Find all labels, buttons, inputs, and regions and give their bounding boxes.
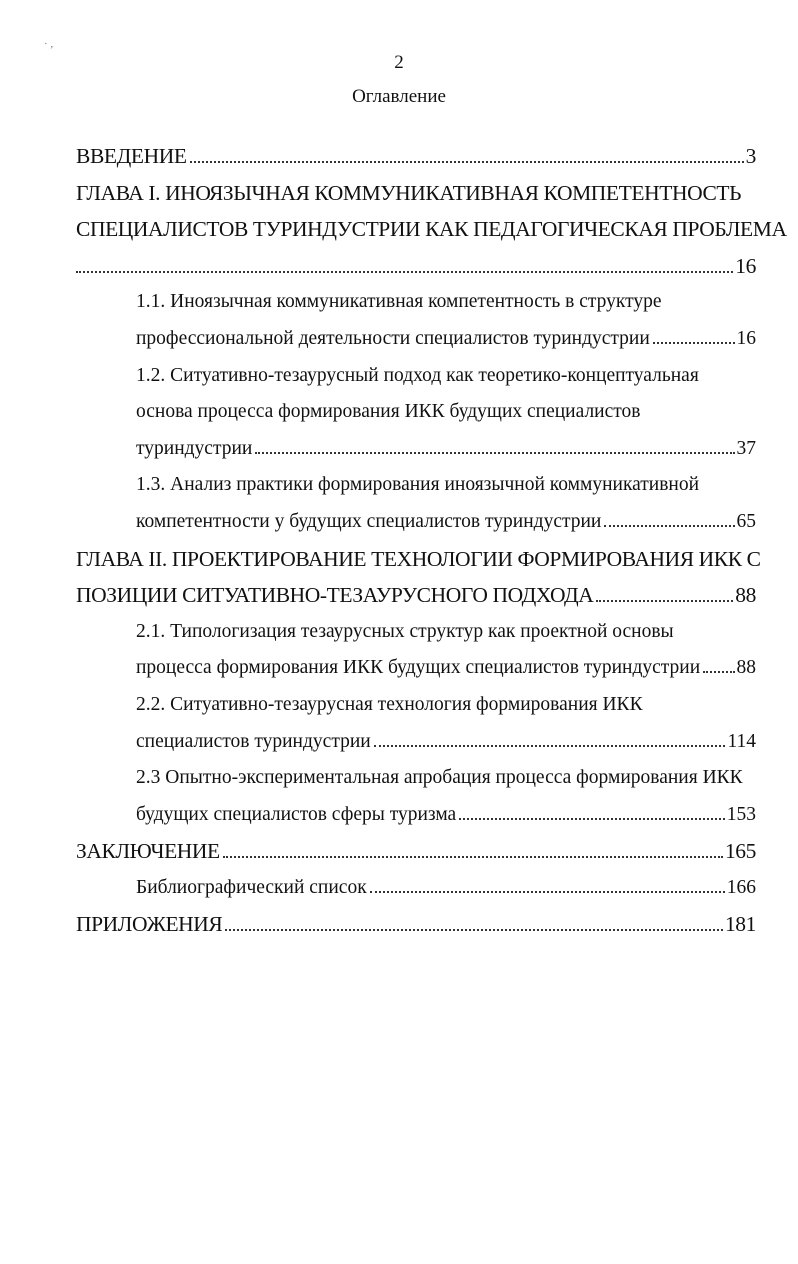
- table-of-contents: [76, 138, 787, 943]
- toc-entry-line: [76, 870, 756, 907]
- toc-entry-text: 1.2. Ситуативно-тезаурусный подход как теоретико-концептуальная: [136, 364, 699, 386]
- toc-entry-text: ГЛАВА II. ПРОЕКТИРОВАНИЕ ТЕХНОЛОГИИ ФОРМИРОВАНИЯ ИКК С: [76, 546, 761, 571]
- dot-leader: [653, 342, 735, 344]
- toc-page-number: 165: [724, 839, 756, 864]
- toc-page-number: 88: [736, 657, 756, 679]
- toc-page-number: 65: [736, 510, 756, 532]
- toc-section-entry[interactable]: [76, 760, 756, 833]
- toc-entry-line: [76, 431, 756, 468]
- dot-leader: [703, 671, 734, 673]
- toc-page-number: 181: [724, 912, 756, 937]
- toc-entry-line: [76, 358, 756, 395]
- dot-leader: [225, 929, 723, 931]
- toc-entry-text: туриндустрии: [136, 437, 253, 459]
- dot-leader: [374, 745, 726, 747]
- toc-entry-line: [76, 760, 756, 797]
- toc-entry-line: [76, 211, 787, 248]
- toc-chapter-entry[interactable]: [76, 541, 761, 614]
- toc-chapter-entry[interactable]: [76, 175, 787, 285]
- toc-page-number: 114: [727, 730, 756, 752]
- toc-entry-text: СПЕЦИАЛИСТОВ ТУРИНДУСТРИИ КАК ПЕДАГОГИЧЕСКАЯ ПРОБЛЕМА: [76, 217, 787, 242]
- toc-section-entry[interactable]: [76, 870, 756, 907]
- toc-entry-text: основа процесса формирования ИКК будущих специалистов: [136, 401, 641, 423]
- toc-entry-line: [76, 724, 756, 761]
- toc-page-number: 88: [735, 583, 756, 608]
- toc-entry-text: 2.2. Ситуативно-тезаурусная технология формирования ИКК: [136, 693, 643, 715]
- page-number: 2: [394, 52, 404, 73]
- toc-entry-text: ПОЗИЦИИ СИТУАТИВНО-ТЕЗАУРУСНОГО ПОДХОДА: [76, 583, 594, 608]
- toc-page-number: 3: [745, 144, 756, 168]
- dot-leader: [370, 891, 725, 893]
- toc-page-number: 16: [735, 253, 756, 278]
- toc-entry-line: [76, 467, 756, 504]
- dot-leader: [604, 525, 734, 527]
- toc-section-entry[interactable]: [76, 284, 756, 357]
- dot-leader: [255, 452, 734, 454]
- toc-entry-text: процесса формирования ИКК будущих специалистов туриндустрии: [136, 657, 701, 679]
- toc-entry-text: ЗАКЛЮЧЕНИЕ: [76, 839, 220, 864]
- toc-entry-line: [76, 321, 756, 358]
- toc-entry-line: [76, 394, 756, 431]
- toc-entry-text: ВВЕДЕНИЕ: [76, 144, 187, 168]
- toc-chapter-entry[interactable]: [76, 138, 756, 175]
- dot-leader: [459, 818, 725, 820]
- scan-speck: · ,: [44, 38, 54, 50]
- toc-entry-line: [76, 906, 756, 943]
- toc-entry-text: ПРИЛОЖЕНИЯ: [76, 912, 223, 937]
- toc-entry-line: [76, 833, 756, 870]
- toc-entry-line: [76, 138, 756, 175]
- toc-entry-text: профессиональной деятельности специалистов туриндустрии: [136, 327, 650, 349]
- toc-page-number: 153: [726, 803, 756, 825]
- toc-entry-line: [76, 650, 756, 687]
- toc-entry-text: будущих специалистов сферы туризма: [136, 803, 457, 825]
- toc-section-entry[interactable]: [76, 687, 756, 760]
- toc-entry-line: [76, 248, 756, 285]
- toc-entry-text: компетентности у будущих специалистов туриндустрии: [136, 510, 602, 532]
- toc-entry-line: [76, 797, 756, 834]
- toc-chapter-entry[interactable]: [76, 833, 756, 870]
- toc-entry-text: 2.3 Опытно-экспериментальная апробация процесса формирования ИКК: [136, 767, 743, 789]
- toc-entry-line: [76, 284, 756, 321]
- toc-entry-line: [76, 504, 756, 541]
- dot-leader: [76, 271, 733, 273]
- toc-entry-text: ГЛАВА I. ИНОЯЗЫЧНАЯ КОММУНИКАТИВНАЯ КОМПЕТЕНТНОСТЬ: [76, 180, 742, 205]
- toc-entry-line: [76, 175, 756, 212]
- toc-entry-line: [76, 687, 756, 724]
- dot-leader: [223, 856, 723, 858]
- toc-page-number: 37: [736, 437, 756, 459]
- toc-page-number: 166: [726, 876, 756, 898]
- toc-entry-line: [76, 614, 756, 651]
- toc-entry-text: 2.1. Типологизация тезаурусных структур как проектной основы: [136, 620, 674, 642]
- toc-entry-line: [76, 577, 756, 614]
- toc-chapter-entry[interactable]: [76, 906, 756, 943]
- toc-page-number: 16: [736, 327, 756, 349]
- toc-entry-text: 1.1. Иноязычная коммуникативная компетентность в структуре: [136, 291, 662, 313]
- toc-section-entry[interactable]: [76, 614, 756, 687]
- page-title: Оглавление: [352, 86, 446, 107]
- dot-leader: [596, 600, 733, 602]
- toc-entry-line: [76, 541, 761, 578]
- toc-entry-text: 1.3. Анализ практики формирования иноязычной коммуникативной: [136, 474, 700, 496]
- toc-entry-text: Библиографический список: [136, 876, 367, 898]
- toc-entry-text: специалистов туриндустрии: [136, 730, 371, 752]
- dot-leader: [190, 161, 744, 163]
- toc-section-entry[interactable]: [76, 467, 756, 540]
- toc-section-entry[interactable]: [76, 358, 756, 468]
